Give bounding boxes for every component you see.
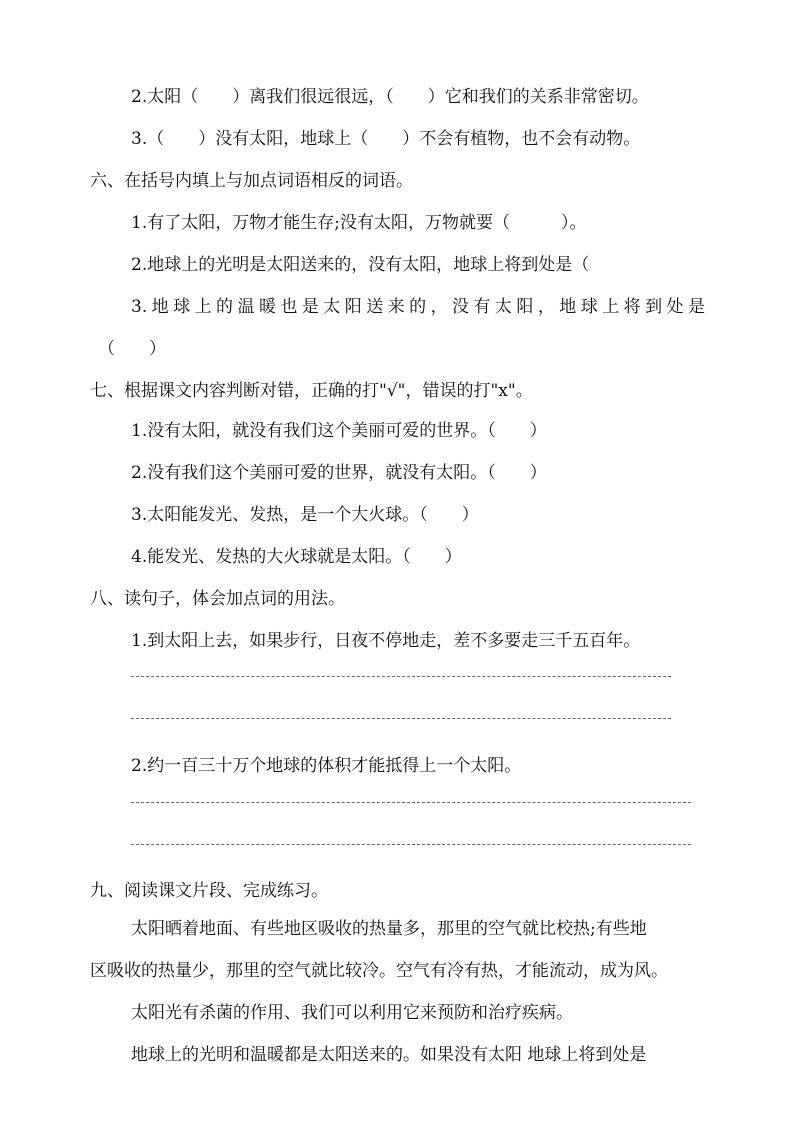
- passage-line-1: 太阳晒着地面、有些地区吸收的热量多，那里的空气就比校热;有些地: [131, 919, 647, 939]
- question-5-3: 3.（ ）没有太阳，地球上（ ）不会有植物，也不会有动物。: [131, 129, 641, 149]
- section-6-heading: 六、在括号内填上与加点词语相反的词语。: [90, 171, 413, 191]
- answer-line-8-1b[interactable]: [131, 718, 671, 719]
- question-7-2: 2.没有我们这个美丽可爱的世界，就没有太阳。（ ）: [131, 463, 547, 483]
- answer-line-8-2a[interactable]: [131, 802, 691, 803]
- section-9-heading: 九、阅读课文片段、完成练习。: [90, 881, 328, 901]
- question-6-3: 3.地球上的温暖也是太阳送来的，没有太阳，地球上将到处是: [131, 297, 705, 317]
- question-7-4: 4.能发光、发热的大火球就是太阳。（ ）: [131, 547, 462, 567]
- question-7-1: 1.没有太阳，就没有我们这个美丽可爱的世界。（ ）: [131, 421, 547, 441]
- question-5-2: 2.太阳（ ）离我们很远很远，（ ）它和我们的关系非常密切。: [131, 87, 649, 107]
- question-6-1: 1.有了太阳，万物才能生存;没有太阳，万物就要（ ）。: [131, 213, 587, 233]
- question-8-2: 2.约一百三十万个地球的体积才能抵得上一个太阳。: [131, 756, 522, 776]
- passage-paragraph-3: 地球上的光明和温暖都是太阳送来的。如果没有太阳 地球上将到处是: [131, 1045, 647, 1065]
- answer-line-8-1a[interactable]: [131, 676, 671, 677]
- question-7-3: 3.太阳能发光、发热，是一个大火球。（ ）: [131, 505, 479, 525]
- section-7-heading: 七、根据课文内容判断对错，正确的打"√"，错误的打"x"。: [90, 381, 533, 401]
- answer-line-8-2b[interactable]: [131, 844, 691, 845]
- section-8-heading: 八、读句子，体会加点词的用法。: [90, 589, 345, 609]
- passage-line-2: 区吸收的热量少，那里的空气就比较冷。空气有冷有热，才能流动，成为风。: [90, 961, 668, 981]
- question-6-2: 2.地球上的光明是太阳送来的，没有太阳，地球上将到处是（: [131, 255, 590, 275]
- question-8-1: 1.到太阳上去，如果步行，日夜不停地走，差不多要走三千五百年。: [131, 631, 641, 651]
- passage-paragraph-2: 太阳光有杀菌的作用、我们可以利用它来预防和治疗疾病。: [131, 1003, 573, 1023]
- question-6-3-blank: （ ）: [98, 339, 166, 359]
